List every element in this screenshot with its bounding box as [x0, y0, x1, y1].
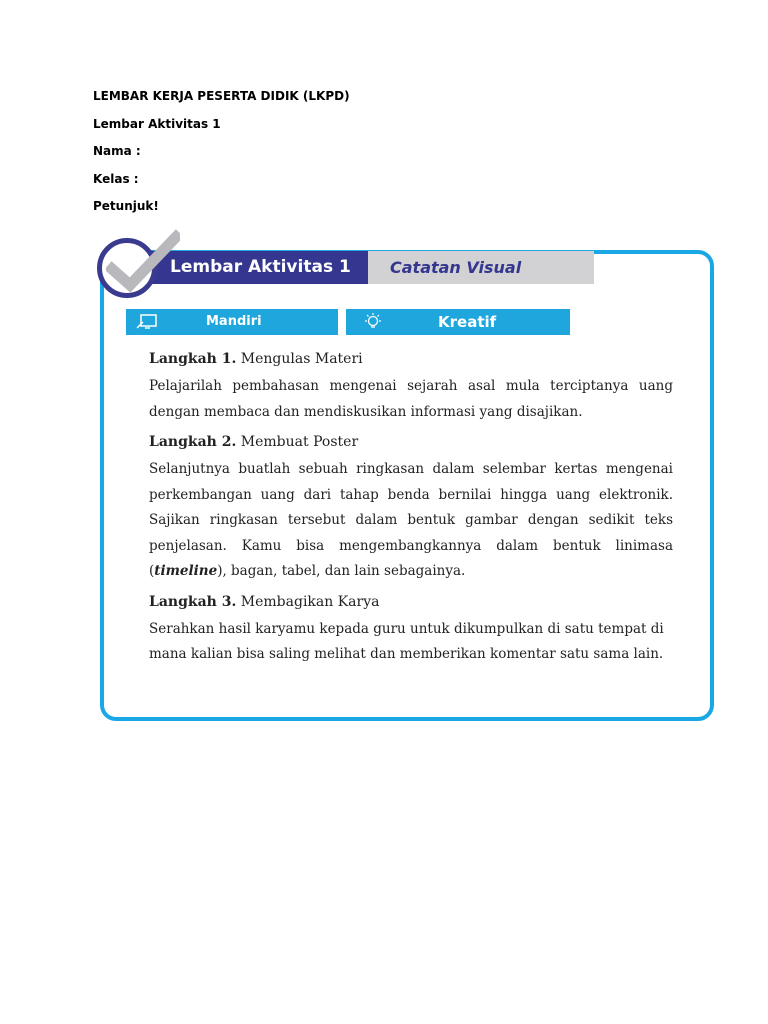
- badge-kreatif: [346, 309, 570, 335]
- step-2-body-end: ), bagan, tabel, dan lain sebagainya.: [217, 563, 466, 579]
- checkmark-icon: [106, 227, 180, 297]
- step-2-body-emphasis: timeline: [154, 563, 218, 579]
- card-title: Lembar Aktivitas 1: [126, 251, 368, 284]
- class-field-label: Kelas :: [93, 171, 139, 186]
- step-1-heading: Mengulas Materi: [236, 351, 363, 367]
- step-3-body: Serahkan hasil karyamu kepada guru untuk dikumpulkan di satu tempat di mana kalian bisa saling melihat dan memberikan komentar satu sama lain.: [149, 620, 664, 662]
- badge-kreatif-label: Kreatif: [438, 313, 497, 331]
- card-content: [149, 346, 673, 672]
- step-2-body-text: Selanjutnya buatlah sebuah ringkasan dalam selembar kertas mengenai perkembangan uang dari tahap benda bernilai hingga uang elektronik. Sajikan ringkasan tersebut dalam bentuk gambar dengan sedikit teks penjelasan. Kamu bisa mengembangkannya dalam bentuk linimasa (: [149, 461, 673, 579]
- card-subtitle: Catatan Visual: [368, 251, 594, 284]
- step-3-label: Langkah 3.: [149, 593, 237, 610]
- step-3-title: [149, 589, 673, 615]
- badge-mandiri-label: Mandiri: [206, 314, 262, 329]
- presentation-board-icon: [136, 314, 158, 340]
- name-field-label: Nama :: [93, 144, 141, 158]
- document-title: LEMBAR KERJA PESERTA DIDIK (LKPD): [93, 89, 350, 103]
- activity-label: Lembar Aktivitas 1: [93, 116, 221, 131]
- step-2-title: [149, 429, 673, 455]
- lightbulb-icon: [362, 312, 384, 340]
- step-1-body: Pelajarilah pembahasan mengenai sejarah asal mula terciptanya uang dengan membaca dan mendiskusikan informasi yang disajikan.: [149, 378, 673, 420]
- step-2-label: Langkah 2.: [149, 434, 237, 450]
- step-2-heading: Membuat Poster: [236, 434, 359, 450]
- step-3-heading: Membagikan Karya: [236, 593, 380, 610]
- instructions-label: Petunjuk!: [93, 199, 159, 213]
- step-1-title: [149, 346, 673, 372]
- step-2-body: [149, 457, 673, 585]
- step-1-label: Langkah 1.: [149, 351, 237, 367]
- checkmark-badge: [97, 238, 157, 298]
- badge-mandiri: [126, 309, 338, 335]
- document-header: [93, 88, 350, 226]
